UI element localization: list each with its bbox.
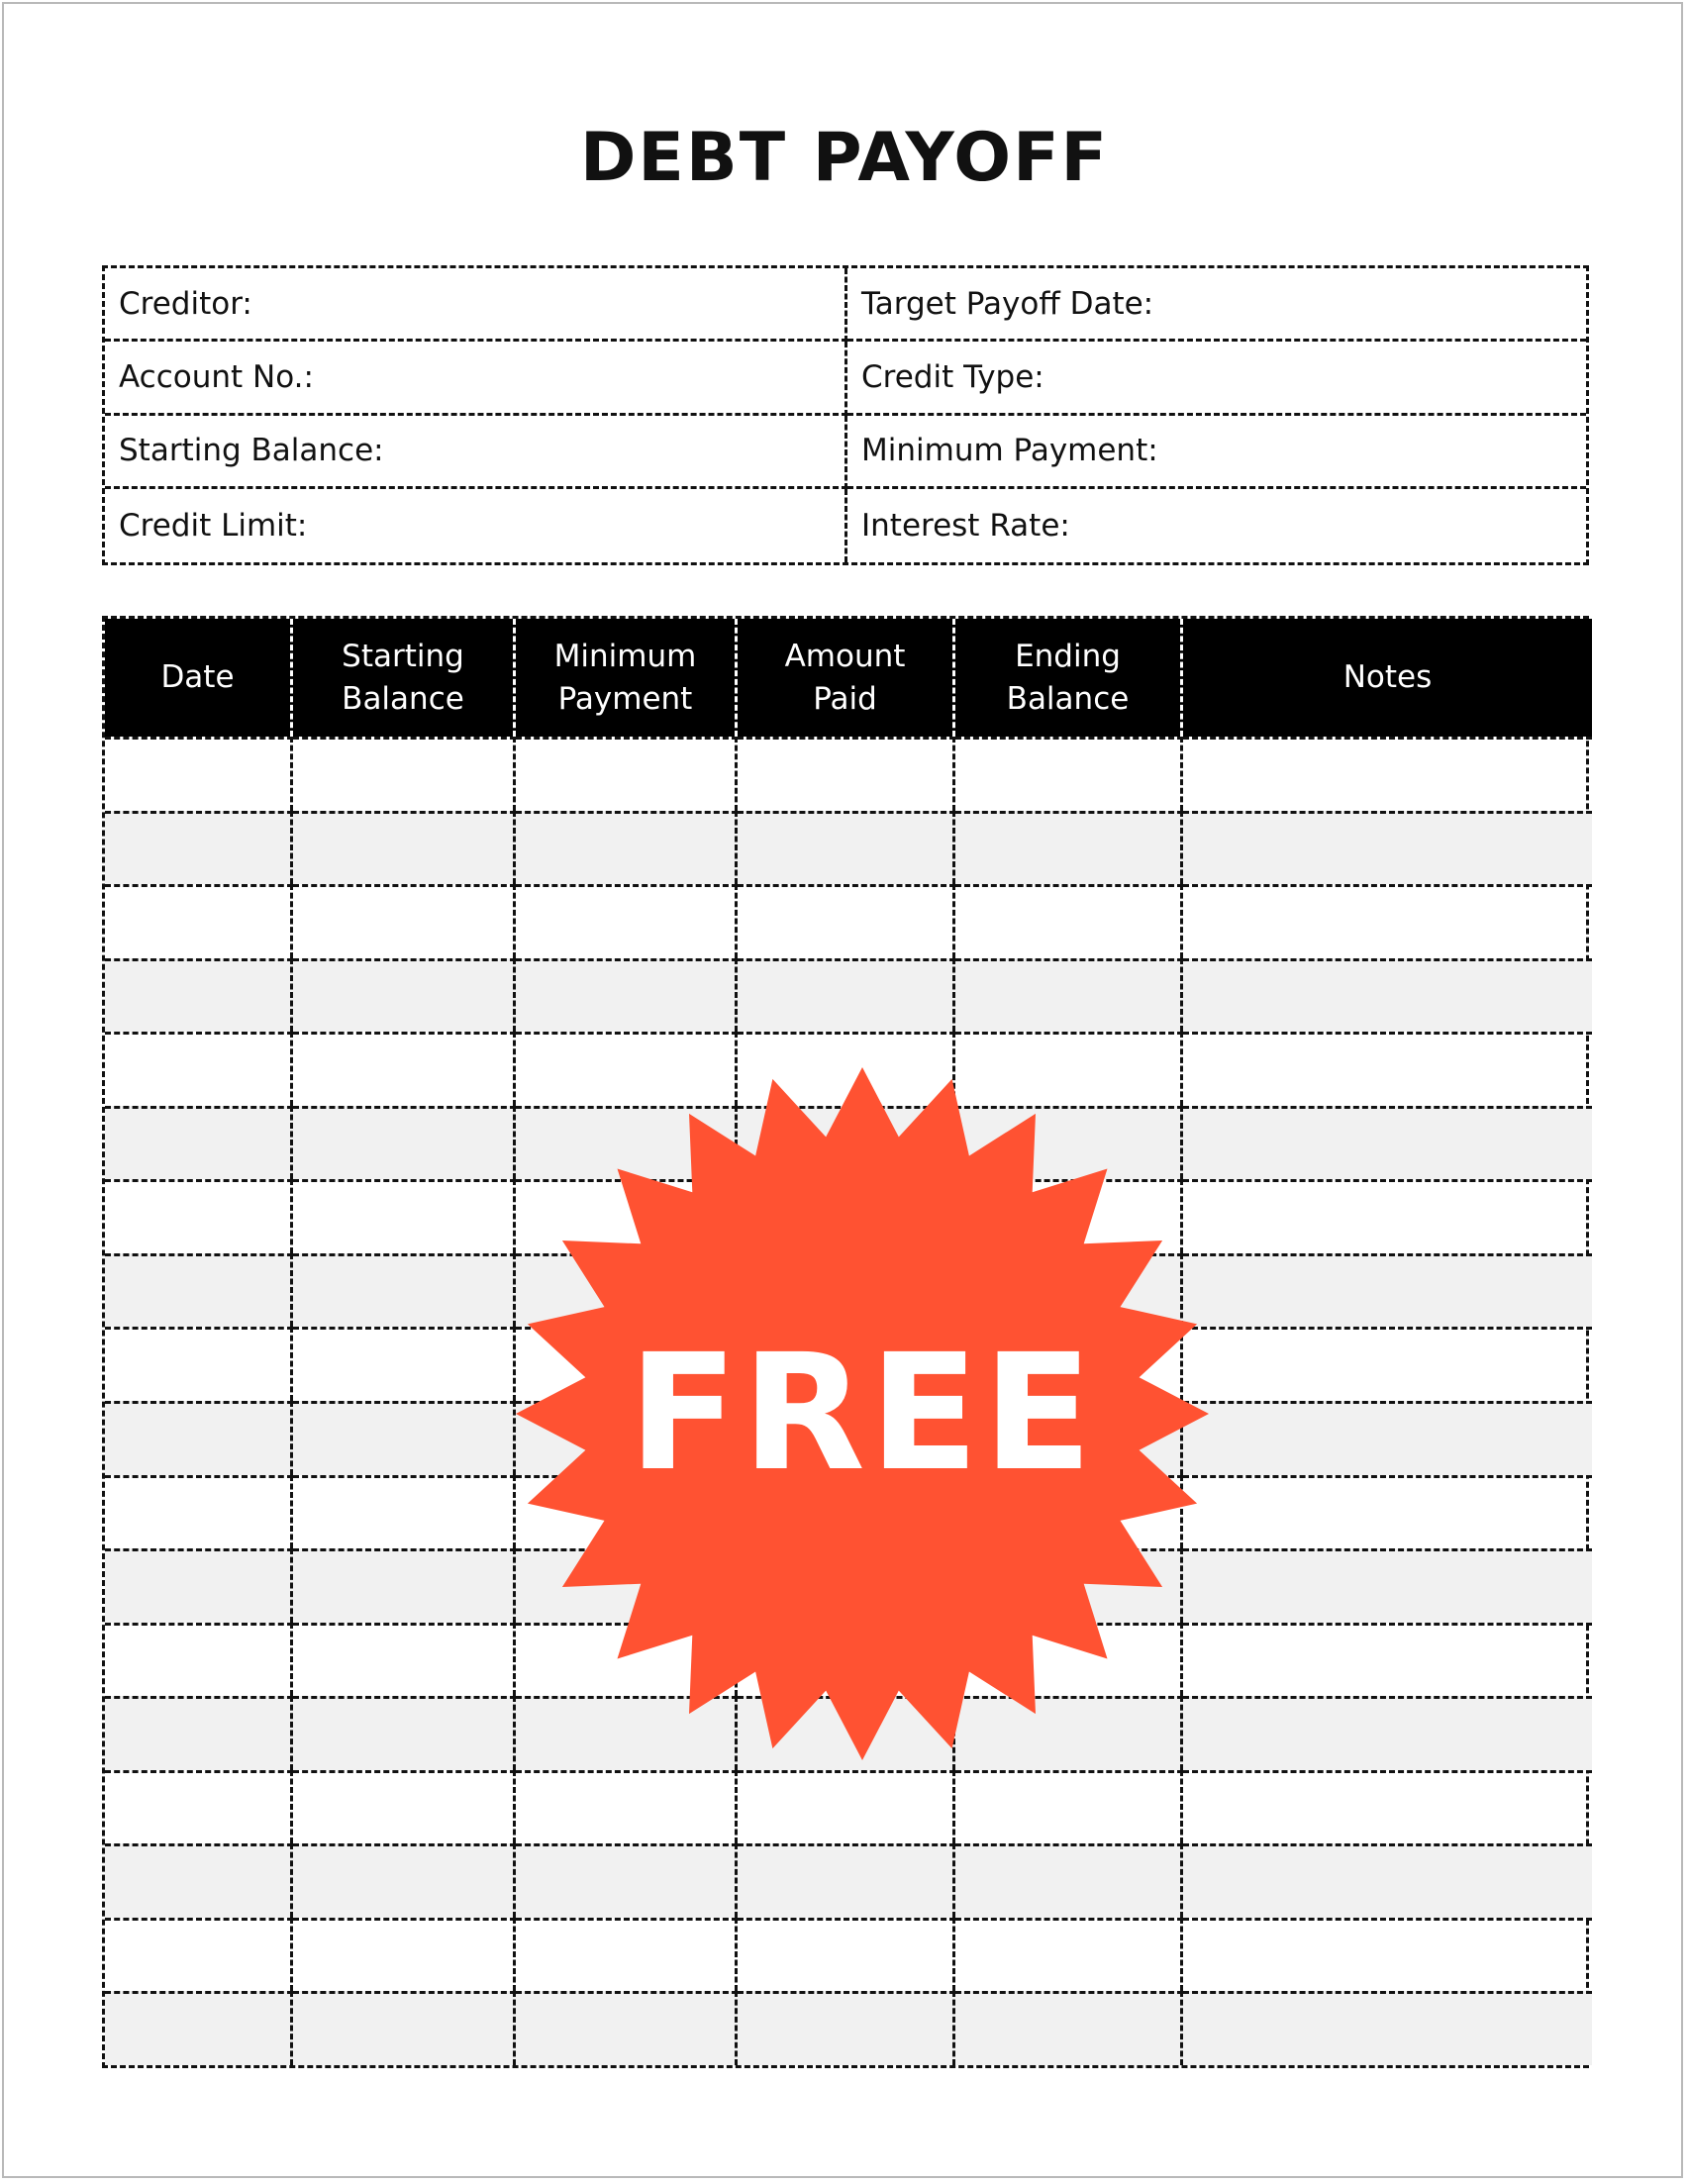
- table-cell[interactable]: [516, 1843, 738, 1918]
- table-cell[interactable]: [293, 1696, 516, 1770]
- table-cell[interactable]: [293, 1401, 516, 1475]
- table-cell[interactable]: [1183, 1770, 1592, 1844]
- table-cell[interactable]: [738, 737, 955, 811]
- table-cell[interactable]: [955, 1770, 1183, 1844]
- table-cell[interactable]: [293, 884, 516, 958]
- table-cell[interactable]: [105, 1918, 293, 1992]
- table-cell[interactable]: [293, 1032, 516, 1106]
- page-title: DEBT PAYOFF: [579, 119, 1110, 197]
- table-cell[interactable]: [1183, 1548, 1592, 1623]
- table-cell[interactable]: [105, 1548, 293, 1623]
- table-cell[interactable]: [293, 1770, 516, 1844]
- table-cell[interactable]: [293, 1843, 516, 1918]
- credit-limit-field[interactable]: Credit Limit:: [105, 489, 847, 562]
- table-cell[interactable]: [293, 1623, 516, 1697]
- table-cell[interactable]: [1183, 1401, 1592, 1475]
- table-cell[interactable]: [516, 884, 738, 958]
- credit-type-field[interactable]: Credit Type:: [847, 342, 1586, 415]
- header-notes: Notes: [1183, 619, 1592, 737]
- table-cell[interactable]: [1183, 1696, 1592, 1770]
- table-cell[interactable]: [1183, 1475, 1592, 1549]
- table-cell[interactable]: [1183, 958, 1592, 1033]
- table-cell[interactable]: [1183, 1032, 1592, 1106]
- interest-rate-field[interactable]: Interest Rate:: [861, 507, 1070, 544]
- table-cell[interactable]: [1183, 811, 1592, 885]
- table-cell[interactable]: [105, 811, 293, 885]
- starting-balance-field[interactable]: Starting Balance:: [105, 416, 847, 489]
- table-cell[interactable]: [738, 884, 955, 958]
- table-cell[interactable]: [105, 1253, 293, 1328]
- table-cell[interactable]: [955, 811, 1183, 885]
- header-ending-balance: Ending Balance: [955, 619, 1183, 737]
- free-badge-label: FREE: [628, 1321, 1097, 1507]
- creditor-field[interactable]: Creditor:: [105, 268, 847, 342]
- table-cell[interactable]: [1183, 1179, 1592, 1253]
- table-cell[interactable]: [105, 1991, 293, 2065]
- target-payoff-date-field[interactable]: Target Payoff Date:: [847, 268, 1586, 342]
- table-cell[interactable]: [105, 1106, 293, 1180]
- table-cell[interactable]: [105, 1327, 293, 1401]
- minimum-payment-field[interactable]: Minimum Payment:: [847, 416, 1586, 489]
- table-cell[interactable]: [516, 1991, 738, 2065]
- header-starting-balance: Starting Balance: [293, 619, 516, 737]
- table-cell[interactable]: [105, 1843, 293, 1918]
- header-date: Date: [105, 619, 293, 737]
- table-cell[interactable]: [955, 958, 1183, 1033]
- table-cell[interactable]: [1183, 1991, 1592, 2065]
- table-cell[interactable]: [516, 1918, 738, 1992]
- table-cell[interactable]: [293, 1253, 516, 1328]
- table-cell[interactable]: [738, 1843, 955, 1918]
- table-cell[interactable]: [293, 958, 516, 1033]
- table-cell[interactable]: [105, 958, 293, 1033]
- table-cell[interactable]: [293, 1179, 516, 1253]
- table-cell[interactable]: [1183, 1327, 1592, 1401]
- table-cell[interactable]: [293, 1327, 516, 1401]
- table-cell[interactable]: [105, 1179, 293, 1253]
- free-badge: [516, 1067, 1209, 1760]
- table-cell[interactable]: [516, 811, 738, 885]
- table-cell[interactable]: [105, 1401, 293, 1475]
- table-cell[interactable]: [105, 1623, 293, 1697]
- table-cell[interactable]: [293, 1106, 516, 1180]
- table-cell[interactable]: [1183, 737, 1592, 811]
- table-cell[interactable]: [1183, 1918, 1592, 1992]
- table-cell[interactable]: [955, 1843, 1183, 1918]
- table-cell[interactable]: [293, 1918, 516, 1992]
- table-cell[interactable]: [516, 958, 738, 1033]
- header-amount-paid: Amount Paid: [738, 619, 955, 737]
- table-cell[interactable]: [738, 1991, 955, 2065]
- table-cell[interactable]: [293, 1991, 516, 2065]
- table-cell[interactable]: [293, 811, 516, 885]
- table-cell[interactable]: [955, 1991, 1183, 2065]
- table-cell[interactable]: [738, 958, 955, 1033]
- table-cell[interactable]: [1183, 1623, 1592, 1697]
- table-cell[interactable]: [293, 737, 516, 811]
- account-no-field[interactable]: Account No.:: [105, 342, 847, 415]
- table-cell[interactable]: [1183, 1843, 1592, 1918]
- table-cell[interactable]: [293, 1548, 516, 1623]
- header-minimum-payment: Minimum Payment: [516, 619, 738, 737]
- table-cell[interactable]: [1183, 1253, 1592, 1328]
- table-cell[interactable]: [738, 1918, 955, 1992]
- table-cell[interactable]: [105, 1032, 293, 1106]
- table-cell[interactable]: [105, 1770, 293, 1844]
- table-cell[interactable]: [955, 884, 1183, 958]
- table-cell[interactable]: [105, 1696, 293, 1770]
- table-cell[interactable]: [955, 737, 1183, 811]
- table-cell[interactable]: [955, 1918, 1183, 1992]
- table-cell[interactable]: [105, 884, 293, 958]
- info-table: [102, 265, 1589, 565]
- table-cell[interactable]: [293, 1475, 516, 1549]
- table-cell[interactable]: [1183, 884, 1592, 958]
- table-cell[interactable]: [738, 811, 955, 885]
- table-cell[interactable]: [1183, 1106, 1592, 1180]
- table-cell[interactable]: [516, 737, 738, 811]
- table-cell[interactable]: [105, 737, 293, 811]
- table-cell[interactable]: [516, 1770, 738, 1844]
- table-cell[interactable]: [105, 1475, 293, 1549]
- table-cell[interactable]: [738, 1770, 955, 1844]
